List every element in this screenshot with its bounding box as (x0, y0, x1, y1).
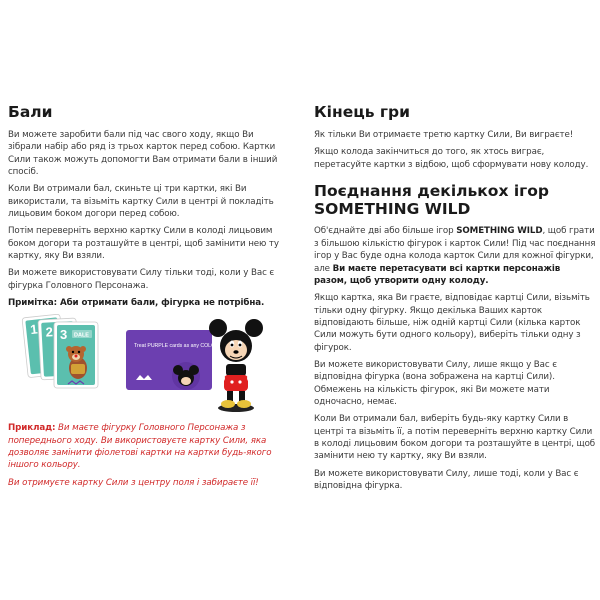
example-paragraph (8, 422, 280, 471)
combine-p1-emphasis: Ви маєте перетасувати всі картки персонажів разом, щоб утворити одну колоду. (314, 263, 561, 286)
combine-paragraph-2: Якщо картка, яка Ви граєте, відповідає картці Сили, візьміть тільки одну фігурку. Якщо декілька Ваших карток відповідають більше, ніж одній картці Сили (кілька карток Сили можуть бути одного кольору), виберіть тільки одну з фігурок. (314, 293, 590, 353)
points-paragraph-2: Коли Ви отримали бал, скиньте ці три картки, які Ви використали, та візьміть картку Сили в центрі й покладіть лицьовим боком догори перед собою. (8, 184, 274, 219)
section-heading-end-game: Кінець гри (314, 103, 410, 121)
combine-heading-line-1: Поєднання декількох ігор (314, 181, 549, 200)
example-result: Ви отримуєте картку Сили з центру поля і забираєте її! (8, 477, 259, 488)
section-heading-combine (314, 183, 596, 219)
combine-paragraph-3: Ви можете використовувати Силу, лише якщо у Вас є відповідна фігурка (вона зображена на картці Сили). Обмежень на кількість фігурок, які Ви можете мати одночасно, немає. (314, 359, 557, 407)
right-column (314, 104, 596, 497)
combine-heading-line-2: SOMETHING WILD (314, 199, 471, 218)
card-name: DALE (74, 332, 89, 339)
card-number-1: 1 (29, 321, 39, 338)
combine-paragraph-4: Коли Ви отримали бал, виберіть будь-яку картку Сили в центрі та візьміть її, а потім переверніть верхню картку Сили в колоді лицьовим боком догори та розташуйте в центрі, щоб замінити нею ту картку, яку Ви взяли. (314, 414, 596, 462)
example-illustration (8, 314, 280, 414)
card-number-2: 2 (45, 324, 54, 340)
example-block (8, 422, 280, 489)
combine-p1-game-name: SOMETHING WILD (456, 226, 543, 237)
points-paragraph-1: Ви можете заробити бали під час свого ходу, якщо Ви зібрали набір або ряд із трьох карток перед собою. Картки Сили також можуть допомогти Вам отримати бали в інший спосіб. (8, 129, 278, 177)
cards-and-figure-art (8, 314, 280, 414)
end-paragraph-2: Якщо колода закінчиться до того, як хтось виграє, перетасуйте картки з відбою, щоб сформувати нову колоду. (314, 147, 589, 170)
character-card-3 (54, 322, 98, 388)
combine-paragraph-5: Ви можете використовувати Силу, лише тоді, коли у Вас є відповідна фігурка. (314, 468, 579, 491)
end-paragraph-1: Як тільки Ви отримаєте третю картку Сили, Ви виграєте! (314, 129, 574, 140)
section-heading-points: Бали (8, 103, 53, 121)
card-number-3: 3 (60, 327, 68, 343)
points-paragraph-4: Ви можете використовувати Силу тільки тоді, коли у Вас є фігурка Головного Персонажа. (8, 268, 275, 291)
example-label: Приклад: (8, 423, 56, 434)
mickey-figurine (209, 319, 263, 412)
combine-paragraph-1 (314, 225, 596, 287)
combine-p1-part-c: , щоб грати з більшою кількістю фігурок і карток Сили! Під час поєднання ігор у Вас буде одна колода карток Сили для кожної фігурки, але (314, 226, 596, 274)
left-column (8, 104, 280, 494)
points-note: Примітка: Аби отримати бали, фігурка не потрібна. (8, 297, 265, 308)
power-card-text: Treat PURPLE cards as any COLOR. (134, 343, 221, 350)
points-paragraph-3: Потім переверніть верхню картку Сили в колоді лицьовим боком догори та розташуйте в центрі, щоб замінити нею ту картку, яку Ви взяли. (8, 226, 279, 261)
example-text: Ви маєте фігурку Головного Персонажа з попереднього ходу. Ви використовуєте картку Сили, яка дозволяє замінити фіолетові картки на картки будь-якого іншого кольору. (8, 423, 272, 471)
combine-p1-part-a: Об'єднайте дві або більше ігор (314, 226, 457, 237)
power-card (126, 330, 220, 390)
